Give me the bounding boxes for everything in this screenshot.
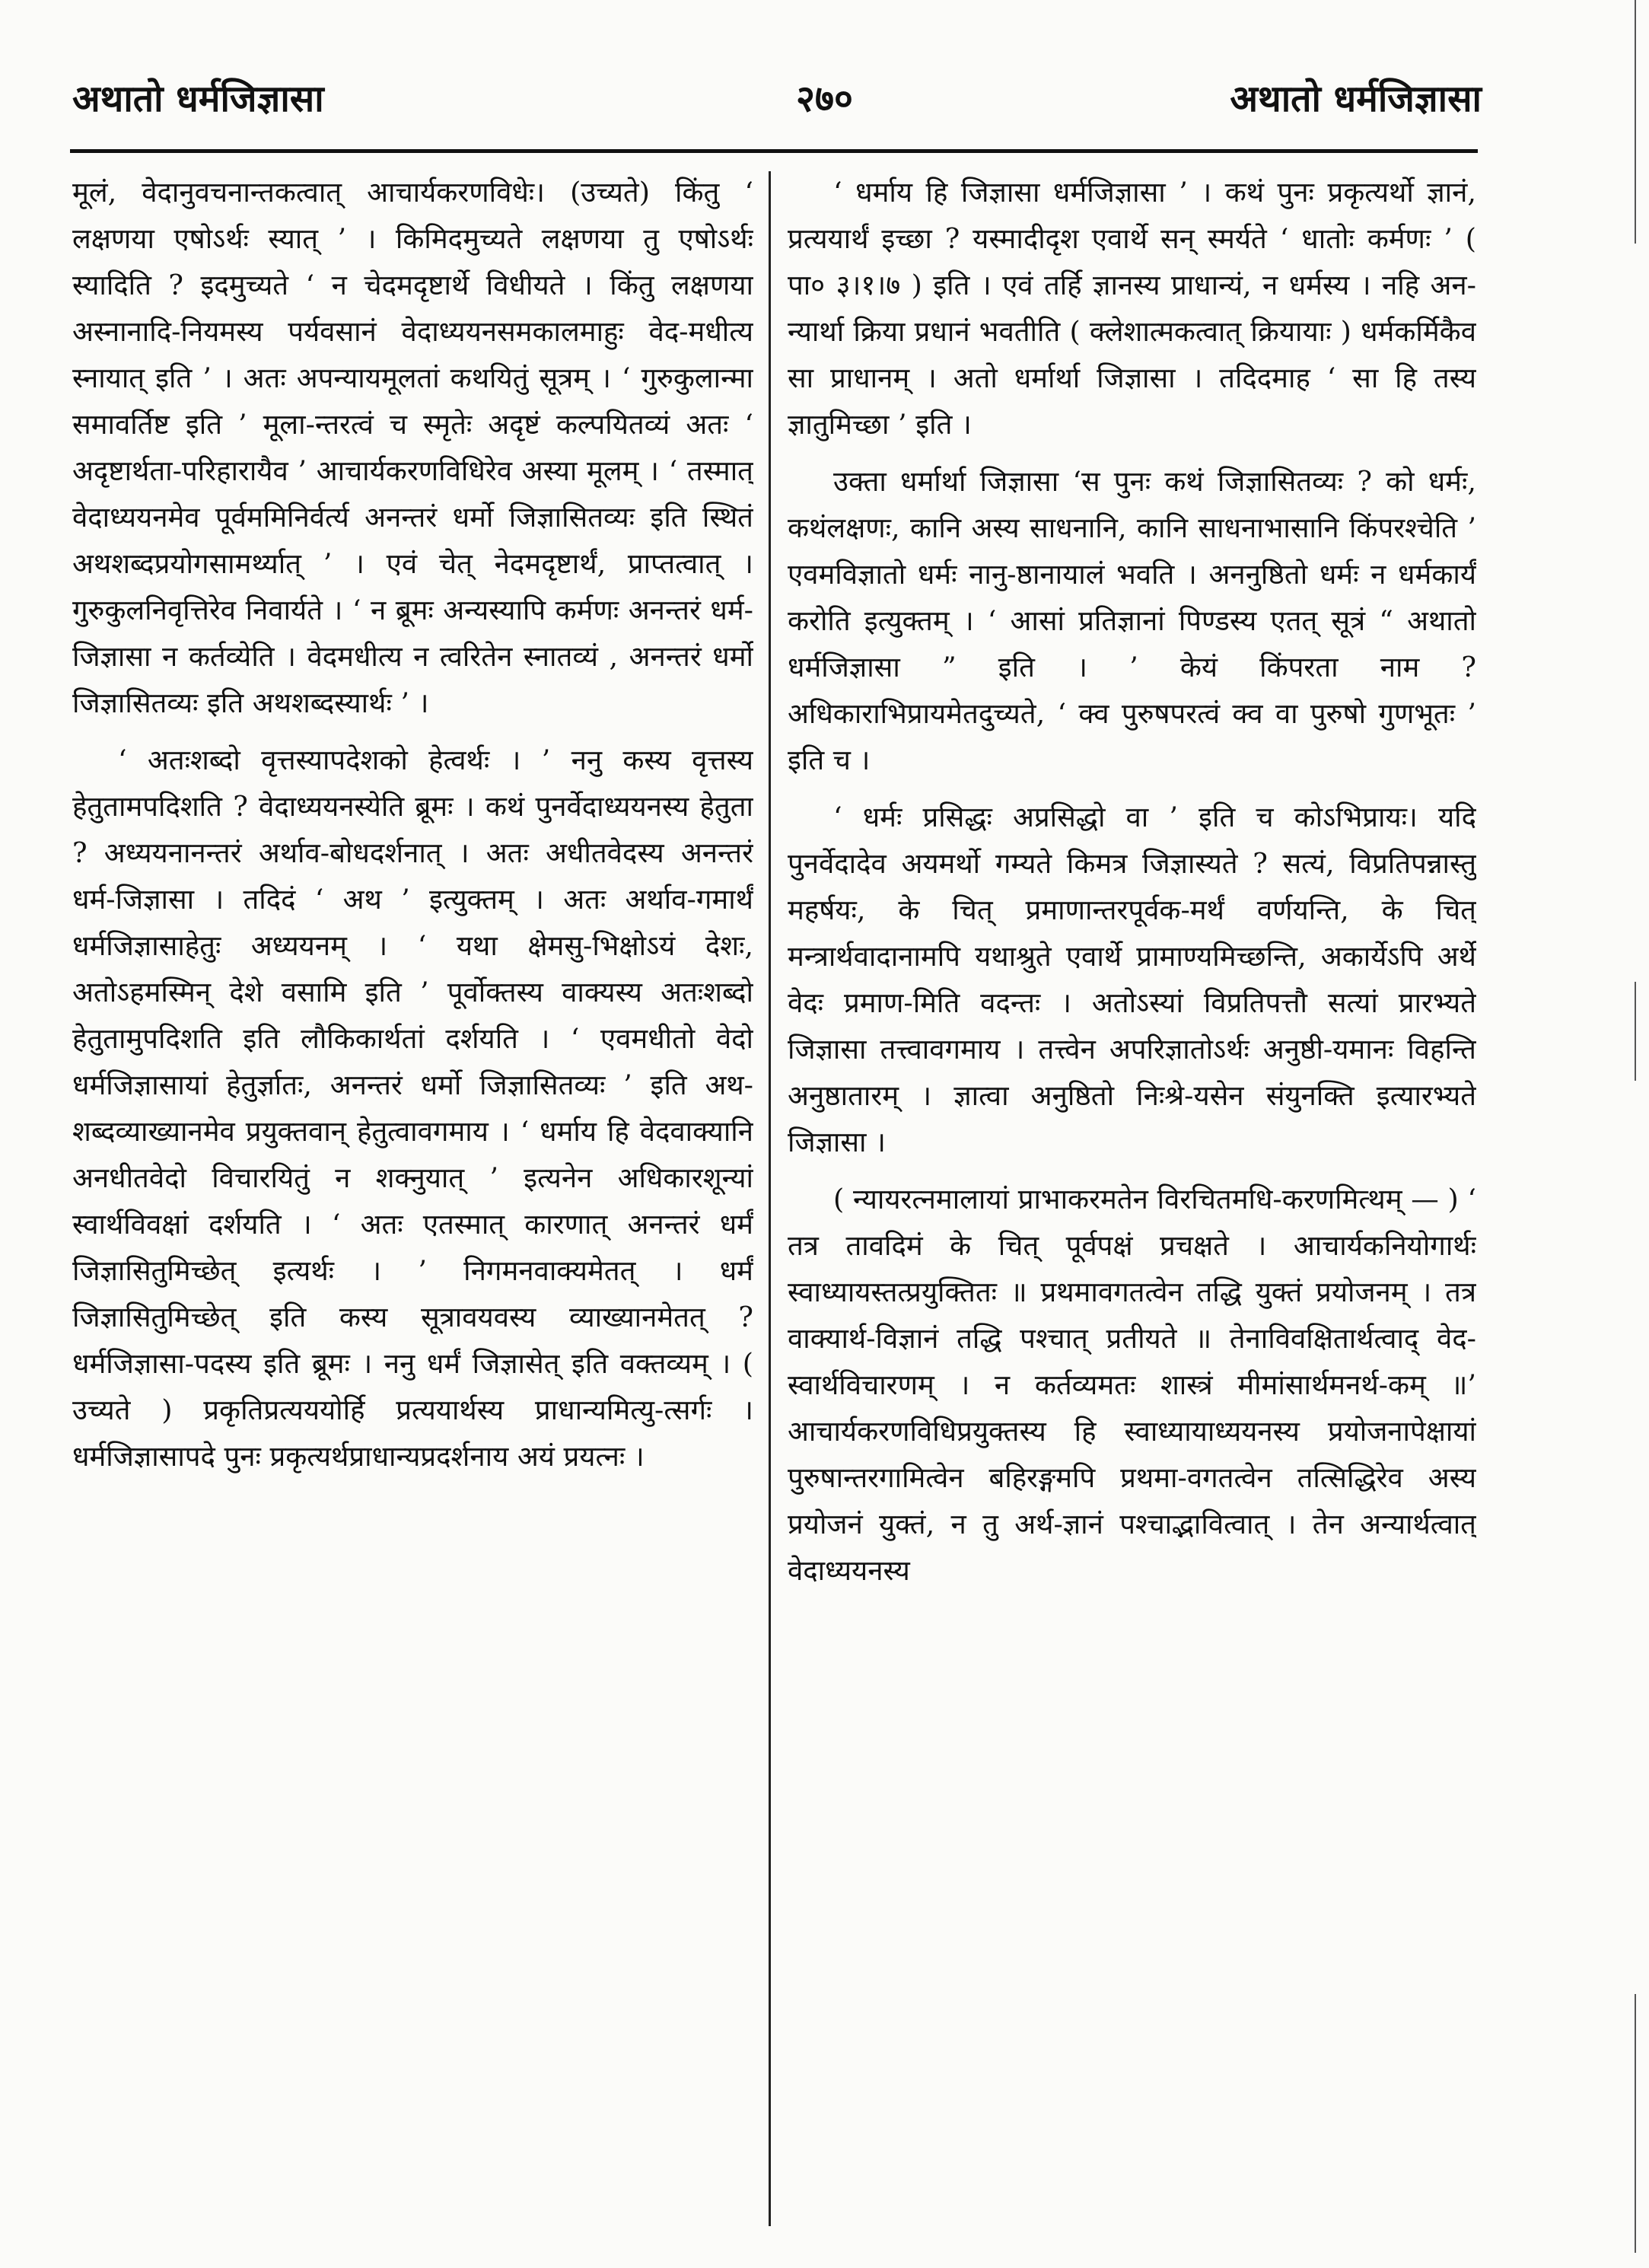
running-header-right: अथातो धर्मजिज्ञासा bbox=[1230, 78, 1482, 120]
page-number: २७० bbox=[796, 78, 853, 120]
left-column bbox=[72, 169, 753, 2239]
paragraph: ‘ धर्मः प्रसिद्धः अप्रसिद्धो वा ’ इति च कोऽभिप्रायः। यदि पुनर्वेदादेव अयमर्थो गम्यते किमत्र जिज्ञास्यते ? सत्यं, विप्रतिपन्नास्तु महर्षयः, के चित् प्रमाणान्तरपूर्वक-मर्थं वर्णयन्ति, के चित् मन्त्रार्थवादानामपि यथाश्रुते एवार्थे प्रामाण्यमिच्छन्ति, अकार्येऽपि अर्थे वेदः प्रमाण-मिति वदन्तः । अतोऽस्यां विप्रतिपत्तौ सत्यां प्रारभ्यते जिज्ञासा तत्त्वावगमाय । तत्त्वेन अपरिज्ञातोऽर्थः अनुष्ठी-यमानः विहन्ति अनुष्ठातारम् । ज्ञात्वा अनुष्ठितो निःश्रे-यसेन संयुनक्ति इत्यारभ्यते जिज्ञासा । bbox=[788, 801, 1476, 1158]
right-column bbox=[788, 169, 1476, 2239]
header-rule bbox=[70, 149, 1478, 153]
column-divider bbox=[769, 171, 771, 2226]
paragraph: मूलं, वेदानुवचनान्तकत्वात् आचार्यकरणविधेः। (उच्यते) किंतु ‘ लक्षणया एषोऽर्थः स्यात् ’ । किमिदमुच्यते लक्षणया तु एषोऽर्थः स्यादिति ? इदमुच्यते ‘ न चेदमदृष्टार्थे विधीयते । किंतु लक्षणया अस्नानादि-नियमस्य पर्यवसानं वेदाध्ययनसमकालमाहुः वेद-मधीत्य स्नायात् इति ’ । अतः अपन्यायमूलतां कथयितुं सूत्रम् । ‘ गुरुकुलान्मा समावर्तिष्ट इति ’ मूला-न्तरत्वं च स्मृतेः अदृष्टं कल्पयितव्यं अतः ‘ अदृष्टार्थता-परिहारायैव ’ आचार्यकरणविधिरेव अस्या मूलम् । ‘ तस्मात् वेदाध्ययनमेव पूर्वममिनिर्वर्त्य अनन्तरं धर्मो जिज्ञासितव्यः इति स्थितं अथशब्दप्रयोगसामर्थ्यात् ’ । एवं चेत् नेदमदृष्टार्थं, प्राप्तत्वात् । गुरुकुलनिवृत्तिरेव निवार्यते । ‘ न ब्रूमः अन्यस्यापि कर्मणः अनन्तरं धर्म-जिज्ञासा न कर्तव्येति । वेदमधीत्य न त्वरितेन स्नातव्यं , अनन्तरं धर्मो जिज्ञासितव्यः इति अथशब्दस्यार्थः ’ । bbox=[72, 176, 753, 719]
paragraph: उक्ता धर्मार्था जिज्ञासा ‘स पुनः कथं जिज्ञासितव्यः ? को धर्मः, कथंलक्षणः, कानि अस्य साधनानि, कानि साधनाभासानि किंपरश्चेति ’ एवमविज्ञातो धर्मः नानु-ष्ठानायालं भवति । अननुष्ठितो धर्मः न धर्मकार्यं करोति इत्युक्तम् । ‘ आसां प्रतिज्ञानां पिण्डस्य एतत् सूत्रं “ अथातो धर्मजिज्ञासा ” इति । ’ केयं किंपरता नाम ? अधिकाराभिप्रायमेतदुच्यते, ‘ क्व पुरुषपरत्वं क्व वा पुरुषो गुणभूतः ’ इति च । bbox=[788, 465, 1476, 776]
page-edge-mark bbox=[1635, 1994, 1636, 2253]
paragraph: ‘ अतःशब्दो वृत्तस्यापदेशको हेत्वर्थः । ’ ननु कस्य वृत्तस्य हेतुतामपदिशति ? वेदाध्ययनस्येति ब्रूमः । कथं पुनर्वेदाध्ययनस्य हेतुता ? अध्ययनानन्तरं अर्थाव-बोधदर्शनात् । अतः अधीतवेदस्य अनन्तरं धर्म-जिज्ञासा । तदिदं ‘ अथ ’ इत्युक्तम् । अतः अर्थाव-गमार्थं धर्मजिज्ञासाहेतुः अध्ययनम् । ‘ यथा क्षेमसु-भिक्षोऽयं देशः, अतोऽहमस्मिन् देशे वसामि इति ’ पूर्वोक्तस्य वाक्यस्य अतःशब्दो हेतुतामुपदिशति इति लौकिकार्थतां दर्शयति । ‘ एवमधीतो वेदो धर्मजिज्ञासायां हेतुर्ज्ञातः, अनन्तरं धर्मो जिज्ञासितव्यः ’ इति अथ-शब्दव्याख्यानमेव प्रयुक्तवान् हेतुत्वावगमाय । ‘ धर्माय हि वेदवाक्यानि अनधीतवेदो विचारयितुं न शक्नुयात् ’ इत्यनेन अधिकारशून्यां स्वार्थविवक्षां दर्शयति । ‘ अतः एतस्मात् कारणात् अनन्तरं धर्मं जिज्ञासितुमिच्छेत् इत्यर्थः । ’ निगमनवाक्यमेतत् । धर्मं जिज्ञासितुमिच्छेत् इति कस्य सूत्रावयवस्य व्याख्यानमेतत् ? धर्मजिज्ञासा-पदस्य इति ब्रूमः । ननु धर्मं जिज्ञासेत् इति वक्तव्यम् । ( उच्यते ) प्रकृतिप्रत्यययोर्हि प्रत्ययार्थस्य प्राधान्यमित्यु-त्सर्गः । धर्मजिज्ञासापदे पुनः प्रकृत्यर्थप्राधान्यप्रदर्शनाय अयं प्रयत्नः । bbox=[72, 744, 753, 1473]
paragraph: ‘ धर्माय हि जिज्ञासा धर्मजिज्ञासा ’ । कथं पुनः प्रकृत्यर्थो ज्ञानं, प्रत्ययार्थं इच्छा ? यस्मादीदृश एवार्थे सन् स्मर्यते ‘ धातोः कर्मणः ’ ( पा० ३।१।७ ) इति । एवं तर्हि ज्ञानस्य प्राधान्यं, न धर्मस्य । नहि अन-न्यार्था क्रिया प्रधानं भवतीति ( क्लेशात्मकत्वात् क्रियायाः ) धर्मकर्मिकैव सा प्राधानम् । अतो धर्मार्था जिज्ञासा । तदिदमाह ‘ सा हि तस्य ज्ञातुमिच्छा ’ इति । bbox=[788, 176, 1476, 441]
page-edge-mark bbox=[1635, 0, 1636, 244]
paragraph: ( न्यायरत्नमालायां प्राभाकरमतेन विरचितमधि-करणमित्थम् — ) ‘ तत्र तावदिमं के चित् पूर्वपक्षं प्रचक्षते । आचार्यकनियोगार्थः स्वाध्यायस्तत्प्रयुक्तितः ॥ प्रथमावगतत्वेन तद्धि युक्तं प्रयोजनम् । तत्र वाक्यार्थ-विज्ञानं तद्धि पश्चात् प्रतीयते ॥ तेनाविवक्षितार्थत्वाद् वेद-स्वार्थविचारणम् । न कर्तव्यमतः शास्त्रं मीमांसार्थमनर्थ-कम् ॥’ आचार्यकरणविधिप्रयुक्तस्य हि स्वाध्यायाध्ययनस्य प्रयोजनापेक्षायां पुरुषान्तरगामित्वेन बहिरङ्गमपि प्रथमा-वगतत्वेन तत्सिद्धिरेव अस्य प्रयोजनं युक्तं, न तु अर्थ-ज्ञानं पश्चाद्भावित्वात् । तेन अन्यार्थत्वात् वेदाध्ययनस्य bbox=[788, 1183, 1476, 1587]
page-edge-mark bbox=[1635, 982, 1636, 1081]
running-header-left: अथातो धर्मजिज्ञासा bbox=[72, 78, 324, 120]
